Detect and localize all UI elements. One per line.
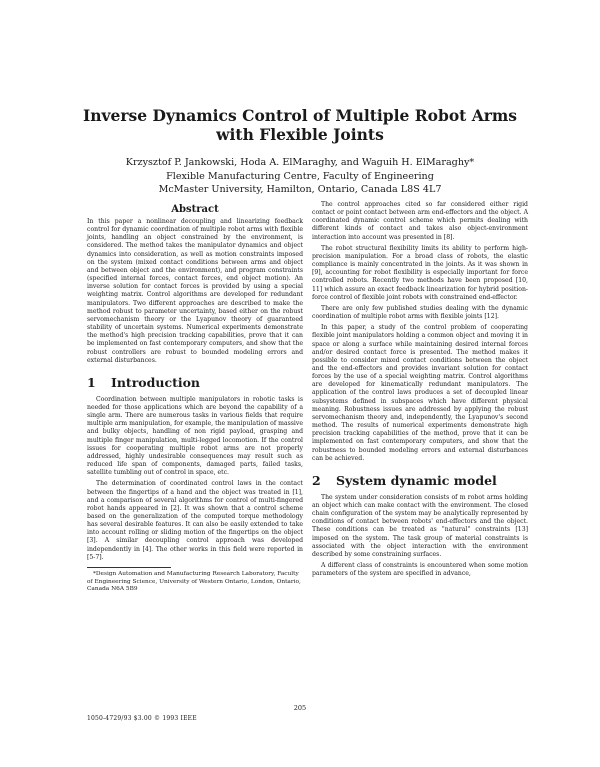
page-number: 205: [293, 704, 307, 712]
section-heading-system-model: [312, 474, 528, 488]
section-title: System dynamic model: [336, 472, 497, 488]
body-paragraph-2: The robot structural flexibility limits its ability to perform high-precision manipulation. For a broad class of robots, the elastic compliance is mainly concentrated in the joints. As it was shown in [9], accounting for robot flexibility is especially important for force controlled robots. Recently two methods have been proposed [10, 11] which assure an exact feedback linearization for hybrid position-force control of flexible joint robots with constrained end-effector.: [312, 244, 528, 301]
body-paragraph-4: In this paper, a study of the control problem of cooperating flexible joint manipulators holding a common object and moving it in space or along a surface while maintaining desired internal forces and/or desired contact force is presented. The method makes it possible to consider mixed contact conditions between the object and the end-effectors and provides invariant solution for contact forces by the use of a special weighting matrix. Control algorithms are developed for kinematically redundant manipulators. The application of the control laws produces a set of decoupled linear subsystems defined in subspaces which have different physical meaning. Robustness issues are addressed by applying the robust servomechanism theory and, independently, the Lyapunov's second method. The results of numerical experiments demonstrate high precision tracking capabilities of the method, prove that it can be implemented on fast contemporary computers, and show that the robustness to bounded modeling errors and external disturbances can be achieved.: [312, 324, 528, 462]
title-line-2: with Flexible Joints: [216, 125, 384, 144]
footnote-rule: [87, 567, 171, 568]
footnote: *Design Automation and Manufacturing Research Laboratory, Faculty of Engineering Science, University of Western Ontario, London, Ontario, Canada N6A 5B9: [87, 570, 301, 593]
section2-paragraph-1: The system under consideration consists of m robot arms holding an object which can make contact with the environment. The closed chain configuration of the system may be analytically represented by conditions of contact between robots' end-effectors and the object. These conditions can be treated as "natural" constraints [13] imposed on the system. The task group of material constraints is associated with the object interaction with the environment described by some constraining surfaces.: [312, 493, 528, 558]
copyright-line: 1050-4729/93 $3.00 © 1993 IEEE: [87, 715, 197, 722]
abstract-heading: Abstract: [171, 204, 219, 215]
author-names: Krzysztof P. Jankowski, Hoda A. ElMaraghy, and Waguih H. ElMaraghy*: [125, 157, 475, 168]
right-column: [312, 201, 528, 578]
section-title: Introduction: [111, 374, 201, 390]
left-column: [87, 204, 303, 594]
section-number: 2: [312, 472, 321, 488]
paper-title: [0, 106, 600, 144]
intro-paragraph-1: Coordination between multiple manipulators in robotic tasks is needed for those applications which are beyond the capability of a single arm. There are numerous tasks in various fields that require multiple arm manipulation, for example, the manipulation of massive and bulky objects, handling of non rigid payload, grasping and multiple finger manipulation, multi-legged locomotion. If the control issues for cooperating multiple robot arms are not properly addressed, highly undesirable consequences may result such as reduced life span of components, damaged parts, failed tasks, satellite tumbling out of control in space, etc.: [87, 395, 303, 477]
body-paragraph-3: There are only few published studies dealing with the dynamic coordination of multiple robot arms with flexible joints [12].: [312, 304, 528, 321]
section-heading-introduction: [87, 376, 303, 390]
author-address: McMaster University, Hamilton, Ontario, Canada L8S 4L7: [158, 184, 442, 195]
author-affiliation: Flexible Manufacturing Centre, Faculty of Engineering: [166, 170, 434, 182]
section2-paragraph-2: A different class of constraints is encountered when some motion parameters of the system are specified in advance,: [312, 562, 528, 578]
abstract-text: In this paper a nonlinear decoupling and linearizing feedback control for dynamic coordination of multiple robot arms with flexible joints, handling an object constrained by the environment, is considered. The method takes the manipulator dynamics and object dynamics into consideration, as well as motion constraints imposed on the system (mixed contact conditions between arms and object and between object and the environment), and program constraints (specified internal forces, contact forces, end object motion). An inverse solution for contact forces is provided by using a special weighting matrix. Control algorithms are developed for redundant manipulators. Two different approaches are described to make the method robust to parameter uncertainty, based either on the robust servomechanism theory or the Lyapunov theory of guaranteed stability of uncertain systems. Numerical experiments demonstrate the method's high precision tracking capabilities, prove that it can be implemented on fast contemporary computers, and show that the robust controllers are robust to bounded modeling errors and external disturbances.: [87, 218, 303, 364]
body-paragraph-1: The control approaches cited so far considered either rigid contact or point contact between arm end-effectors and the object. A coordinated dynamic control scheme which permits dealing with different kinds of contact and takes also object-environment interaction into account was presented in [8].: [312, 201, 528, 241]
title-line-1: Inverse Dynamics Control of Multiple Robot Arms: [82, 106, 518, 125]
intro-paragraph-2: The determination of coordinated control laws in the contact between the fingertips of a hand and the object was treated in [1], and a comparison of several algorithms for control of multi-fingered robot hands appeared in [2]. It was shown that a control scheme based on the generalization of the computed torque methodology has several desirable features. It can also be easily extended to take into account rolling or sliding motion of the fingertips on the object [3]. A similar decoupling control approach was developed independently in [4]. The other works in this field were reported in [5-7].: [87, 480, 303, 561]
section-number: 1: [87, 374, 96, 390]
author-block: [0, 156, 600, 197]
